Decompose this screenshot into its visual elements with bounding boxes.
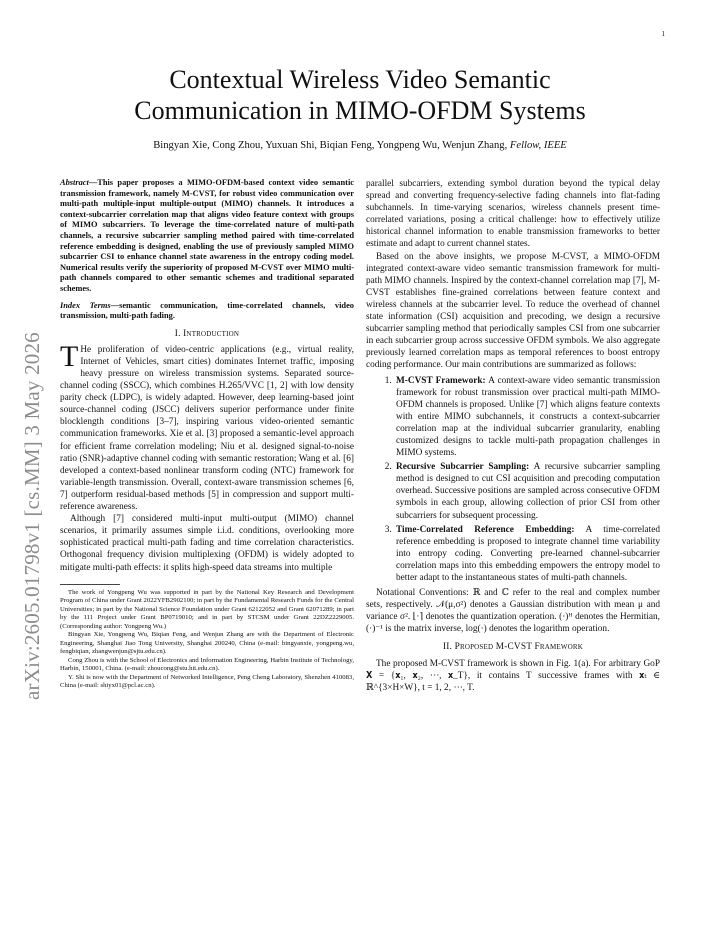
framework-paragraph: The proposed M-CVST framework is shown in Fig. 1(a). For arbitrary GoP 𝐗 = {𝐱₁, 𝐱₂, ⋯, 𝐱_T}, it contains T successive frames with 𝐱ₜ ∈ ℝ^{3×H×W}, t = 1, 2, ⋯, T. [366, 658, 660, 693]
footnote-affiliation-pcl: Y. Shi is now with the Department of Networked Intelligence, Peng Cheng Laboratory, Shenzhen 410083, China (e-mail: shiyx01@pcl.ac.cn). [60, 673, 354, 690]
contribution-title: Time-Correlated Reference Embedding: [396, 524, 575, 535]
right-column [366, 178, 660, 694]
drop-cap: T [60, 339, 79, 373]
contribution-text: A recursive subcarrier sampling method is designed to cut CSI acquisition and precoding computation overhead. Successive positions are sampled across consecutive OFDM symbols in each group, allowing collection of prior CSI from other subcarriers for subsequent processing. [396, 462, 660, 521]
page-number: 1 [661, 30, 665, 38]
left-column [60, 178, 354, 691]
section-heading-introduction: I. Introduction [174, 328, 240, 339]
section-heading-framework: II. Proposed M-CVST Framework [442, 642, 584, 653]
abstract [60, 178, 354, 295]
contribution-text: A context-aware video semantic transmission framework for robust transmission over practical multi-path MIMO-OFDM channels is proposed. Unlike [7] which aligns feature contexts with entire MIMO subchannels, it constructs a context-subcarrier correlation map at the individual subcarrier granularity, enabling customized designs to tackle multi-path propagation challenges in MIMO systems. [396, 375, 660, 459]
footnote-funding: The work of Yongpeng Wu was supported in part by the National Key Research and Development Program of China under Grant 2022YFB2902100; in part by the Fundamental Research Funds for the Central Universities; in part by the National Science Foundation under Grant 62122052 and Grant 62071289; in part by the 111 Project under Grant BP0719010; and in part by STCSM under Grant 22DZ2229005. (Corresponding author: Yongpeng Wu.) [60, 588, 354, 630]
intro-paragraph-1-text: He proliferation of video-centric applications (e.g., virtual reality, Internet of Vehicles, smart cities) dominates Internet traffic, imposing heavy pressure on wireless transmission systems. Separated source-channel coding (SSCC), which combines H.265/VVC [1, 2] with low density parity check (LDPC), is widely adapted. However, deep learning-based joint source-channel coding (JSCC) delivers superior performance under finite blocklength conditions [3–7], inspiring various video-oriented semantic communication frameworks. Xie et al. [3] proposed a semantic-level approach for efficient frame correlation modeling; Niu et al. designed signal-to-noise ratio (SNR)-adaptive channel coding with semantic restoration; Wang et al. [6] developed a context-based nonlinear transform coding (NTC) framework for variable-length transmission. Overall, context-aware transmission schemes [6, 7] outperform residual-based methods [5] in compression and support multi-reference awareness. [60, 344, 354, 513]
index-terms [60, 301, 354, 322]
author-fellow: Fellow, IEEE [509, 140, 567, 151]
contribution-title: Recursive Subcarrier Sampling: [396, 462, 530, 473]
author-list [60, 140, 660, 151]
notation-paragraph: Notational Conventions: ℝ and ℂ refer to the real and complex number sets, respectively. 𝒩(μ,σ²) denotes a Gaussian distribution with mean μ and variance σ². ⌊·⌉ denotes the quantization operation. (·)ᴴ denotes the Hermitian, (·)⁻¹ is the matrix inverse, log(·) denotes the logarithm operation. [366, 588, 660, 635]
footnote-affiliation-hit: Cong Zhou is with the School of Electronics and Information Engineering, Harbin Institute of Technology, Harbin, 150001, China. (e-mail: zhoucong@stu.hit.edu.cn). [60, 656, 354, 673]
title-line-2: Communication in MIMO-OFDM Systems [134, 96, 586, 125]
intro-paragraph-2: Although [7] considered multi-input multi-output (MIMO) channel scenarios, it primarily assumes simple i.i.d. conditions, overlooking more sophisticated practical multi-path fading and time correlation characteristics. Orthogonal frequency division multiplexing (OFDM) is widely adopted to mitigate multi-path effects: it splits high-speed data streams into multiple [60, 514, 354, 573]
intro-paragraph-1 [60, 339, 354, 513]
footnote-rule [60, 584, 120, 585]
right-paragraph-1: parallel subcarriers, extending symbol duration beyond the typical delay spread and converting frequency-selective fading channels into flat-fading subchannels. In time-varying scenarios, wireless channels present time-correlated variations, posing a critical challenge: how to effectively utilize historical channel information to enable transmission frameworks to better estimate and adapt to current channel states. [366, 179, 660, 250]
author-names: Bingyan Xie, Cong Zhou, Yuxuan Shi, Biqian Feng, Yongpeng Wu, Wenjun Zhang, [153, 140, 510, 151]
contribution-list [366, 375, 660, 585]
paper-title [60, 64, 660, 126]
contribution-text: A time-correlated reference embedding is proposed to integrate channel time variability into entropy coding. Converting pre-learned channel-subcarrier correlation maps into this embedding empowers the entropy model to better adapt to the instantaneous states of multi-path channels. [396, 524, 660, 583]
index-terms-label: Index Terms [60, 300, 111, 310]
footnote-affiliation-sjtu: Bingyan Xie, Yongpeng Wu, Biqian Feng, and Wenjun Zhang are with the Department of Electronic Engineering, Shanghai Jiao Tong University, Shanghai 200240, China (e-mail: bingyanxie, yongpeng.wu, fengbiqian, zhangwenjun@sjtu.edu.cn). [60, 631, 354, 656]
abstract-label: Abstract [60, 178, 89, 187]
arxiv-stamp: arXiv:2605.01798v1 [cs.MM] 3 May 2026 [20, 332, 44, 700]
contribution-title: M-CVST Framework: [396, 375, 486, 386]
title-line-1: Contextual Wireless Video Semantic [169, 65, 551, 94]
footnotes [60, 589, 354, 691]
contribution-item [394, 375, 660, 460]
abstract-text: —This paper proposes a MIMO-OFDM-based context video semantic transmission framework, namely M-CVST, for robust video communication over multi-path multiple-input multiple-output (MIMO) channels. It introduces a context-subcarrier correlation map that aligns video feature context with groups of MIMO subcarriers. To leverage the time-correlated nature of multi-path channels, a recursive subcarrier sampling method paired with time-correlated reference embedding is designed, enabling the use of previously sampled MIMO subcarrier CSI to enhance channel state awareness in the entropy coding model. Numerical results verify the superiority of proposed M-CVST over MIMO multi-path channels compared to other semantic schemes and traditional separated schemes. [60, 178, 354, 293]
contribution-item [394, 524, 660, 584]
right-paragraph-2: Based on the above insights, we propose M-CVST, a MIMO-OFDM integrated context-aware video semantic transmission framework for multi-path MIMO channels. Inspired by the context-channel correlation map [7], M-CVST establishes fine-grained correlations between feature context and wireless channels at the subcarrier level. To reduce the overhead of channel state information (CSI) acquisition and precoding, we design a recursive subcarrier sampling method that periodically samples CSI from one subcarrier in each subcarrier group across successive OFDM symbols. We also aggregate previously learned correlation maps as temporal references to boost entropy coding performance. Our main contributions are summarized as follows: [366, 251, 660, 371]
contribution-item [394, 461, 660, 521]
index-terms-text: —semantic communication, time-correlated channels, video transmission, multi-path fading. [60, 300, 354, 321]
